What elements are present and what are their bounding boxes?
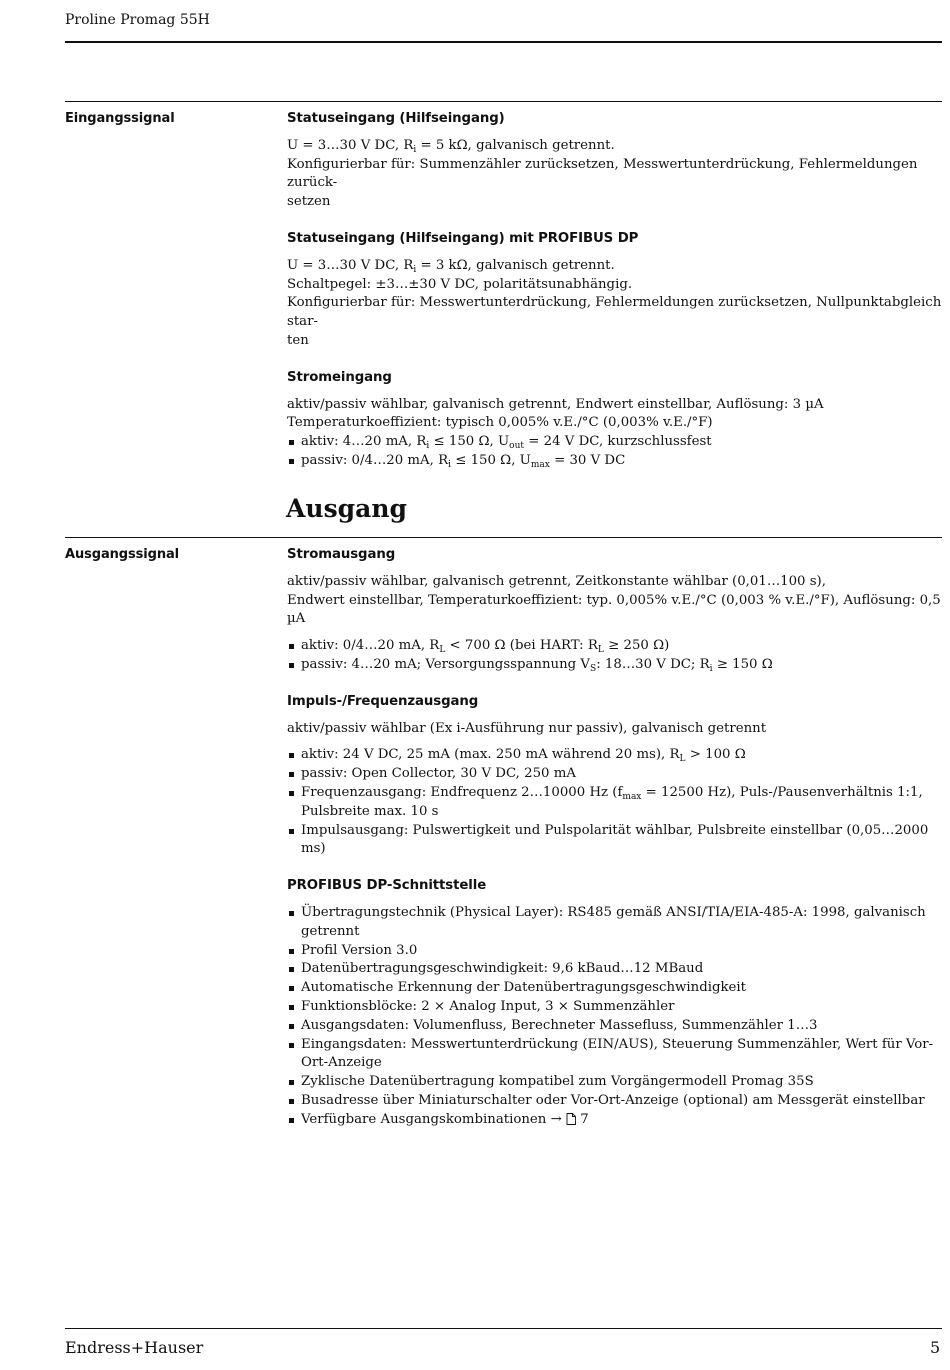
bullet-list [287,637,943,675]
label-ausgangssignal: Ausgangssignal [65,547,180,562]
text-line: aktiv/passiv wählbar, galvanisch getrennt, Zeitkonstante wählbar (0,01…100 s), [287,573,826,589]
list-item: Impulsausgang: Pulswertigkeit und Pulspolarität wählbar, Pulsbreite einstellbar (0,05…2000 ms) [287,822,943,860]
text-line: ten [287,332,309,348]
text-line: Konfigurierbar für: Messwertunterdrückung, Fehlermeldungen zurücksetzen, Nullpunktabgleich star- [287,295,942,330]
text-line: U = 3…30 V DC, $R_i = 3$ kΩ, galvanisch getrennt. [287,257,615,275]
list-item: passiv: 4…20 mA; Versorgungsspannung $V_S$: 18…30 V DC; $R_i \ge 150$ Ω [287,656,943,675]
bullet-list [287,904,943,1132]
list-item: Funktionsblöcke: 2 × Analog Input, 3 × Summenzähler [287,998,943,1017]
page-number: 5 [930,1338,941,1357]
page-icon [566,1113,576,1132]
list-item: Eingangsdaten: Messwertunterdrückung (EIN/AUS), Steuerung Summenzähler, Wert für Vor-Ort-Anzeige [287,1036,943,1074]
list-item: Busadresse über Miniaturschalter oder Vor-Ort-Anzeige (optional) am Messgerät einstellbar [287,1092,943,1111]
heading-statuseingang-profibus: Statuseingang (Hilfseingang) mit PROFIBUS DP [287,230,639,246]
list-item: Übertragungstechnik (Physical Layer): RS485 gemäß ANSI/TIA/EIA-485-A: 1998, galvanisch getrennt [287,904,943,942]
header-rule [65,41,942,43]
list-item: aktiv: 24 V DC, 25 mA (max. 250 mA während 20 ms), $R_L > 100$ Ω [287,746,943,765]
list-item: Ausgangsdaten: Volumenfluss, Berechneter Massefluss, Summenzähler 1…3 [287,1017,943,1036]
list-item: Verfügbare Ausgangskombinationen → 7 [287,1111,943,1132]
list-item: Frequenzausgang: Endfrequenz 2…10000 Hz ($f_{max} = 12500$ Hz), Puls-/Pausenverhältnis 1:1, Pulsbreite max. 10 s [287,784,943,822]
page-ref[interactable]: 7 [580,1111,589,1127]
section-rule-ausgang [65,537,942,538]
list-item: passiv: Open Collector, 30 V DC, 250 mA [287,765,943,784]
heading-impulsausgang: Impuls-/Frequenzausgang [287,693,479,709]
bullet-list [287,746,943,859]
text-line: aktiv/passiv wählbar, galvanisch getrennt, Endwert einstellbar, Auflösung: 3 µA [287,396,824,412]
heading-profibus-schnittstelle: PROFIBUS DP-Schnittstelle [287,878,487,894]
running-header: Proline Promag 55H [65,12,210,28]
list-item: aktiv: 0/4…20 mA, $R_L < 700$ Ω (bei HART: $R_L \ge 250$ Ω) [287,637,943,656]
eingang-content [287,110,943,471]
heading-statuseingang: Statuseingang (Hilfseingang) [287,111,505,126]
list-item: Automatische Erkennung der Datenübertragungsgeschwindigkeit [287,979,943,998]
label-eingangssignal: Eingangssignal [65,111,175,126]
text-line: setzen [287,194,331,210]
text-line: Endwert einstellbar, Temperaturkoeffizient: typ. 0,005% v.E./°C (0,003 % v.E./°F), Auflösung: 0,5 µA [287,592,941,627]
text-line: Temperaturkoeffizient: typisch 0,005% v.E./°C (0,003% v.E./°F) [287,415,713,431]
text-line: Schaltpegel: ±3…±30 V DC, polaritätsunabhängig. [287,276,633,292]
list-item: Profil Version 3.0 [287,942,943,961]
bullet-list [287,433,943,471]
heading-stromausgang: Stromausgang [287,547,396,562]
list-item: Datenübertragungsgeschwindigkeit: 9,6 kBaud…12 MBaud [287,960,943,979]
heading-stromeingang: Stromeingang [287,369,392,385]
section-title-ausgang: Ausgang [286,494,407,523]
text-line: U = 3…30 V DC, $R_i = 5$ kΩ, galvanisch getrennt. [287,137,615,155]
list-item: aktiv: 4…20 mA, $R_i \le 150$ Ω, $U_{out} = 24$ V DC, kurzschlussfest [287,433,943,452]
ausgang-content [287,546,943,1132]
arrow-icon: → [550,1111,562,1127]
list-item: passiv: 0/4…20 mA, $R_i \le 150$ Ω, $U_{max} = 30$ V DC [287,452,943,471]
footer-rule [65,1328,942,1329]
text-line: aktiv/passiv wählbar (Ex i-Ausführung nur passiv), galvanisch getrennt [287,720,767,736]
footer-brand: Endress+Hauser [65,1338,204,1357]
list-item: Zyklische Datenübertragung kompatibel zum Vorgängermodell Promag 35S [287,1073,943,1092]
section-rule-eingang [65,101,942,102]
text-line: Konfigurierbar für: Summenzähler zurücksetzen, Messwertunterdrückung, Fehlermeldungen zurück- [287,156,918,191]
